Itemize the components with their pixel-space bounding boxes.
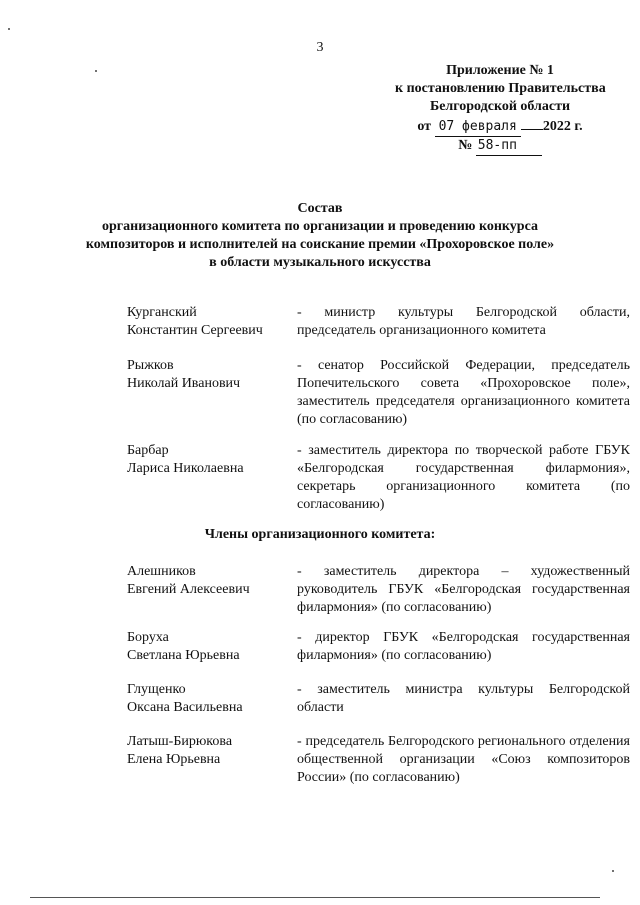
title-heading: Состав (297, 201, 343, 216)
member-role: - сенатор Российской Федерации, председатель Попечительского совета «Прохоровское поле», заместитель председателя организационного комитета (по согласованию) (297, 358, 630, 427)
members-heading: Члены организационного комитета: (204, 527, 436, 542)
member-given-names: Евгений Алексеевич (127, 582, 250, 597)
member-surname: Алешников (127, 564, 196, 579)
member-surname: Боруха (127, 630, 169, 645)
member-role: - заместитель директора по творческой работе ГБУК «Белгородская государственная филармония», секретарь организационного комитета (по согласованию) (297, 443, 630, 512)
member-name (127, 563, 287, 599)
member-name (127, 629, 287, 665)
member-surname: Рыжков (127, 358, 174, 373)
appendix-decree: к постановлению Правительства (395, 81, 606, 96)
date-suffix: 2022 г. (542, 119, 583, 134)
member-name (127, 442, 287, 478)
number-prefix: № (458, 138, 473, 153)
page-number: 3 (316, 40, 324, 55)
member-given-names: Николай Иванович (127, 376, 241, 391)
number-handwritten: 58-пп (476, 137, 542, 156)
appendix-title: Приложение № 1 (446, 63, 554, 78)
member-surname: Барбар (127, 443, 169, 458)
scan-speck (612, 870, 614, 872)
scan-speck (95, 70, 97, 72)
member-given-names: Елена Юрьевна (127, 752, 221, 767)
title-line-3: в области музыкального искусства (209, 255, 431, 270)
member-given-names: Константин Сергеевич (127, 323, 263, 338)
member-surname: Глущенко (127, 682, 186, 697)
date-underline (521, 116, 543, 130)
member-surname: Латыш-Бирюкова (127, 734, 233, 749)
appendix-region: Белгородской области (429, 99, 571, 114)
member-given-names: Оксана Васильевна (127, 700, 243, 715)
member-name (127, 357, 287, 393)
title-line-1: организационного комитета по организации и проведению конкурса (102, 219, 538, 234)
document-title (0, 200, 640, 272)
member-role: - заместитель министра культуры Белгородской области (297, 682, 630, 715)
date-handwritten: 07 февраля (435, 118, 521, 137)
member-given-names: Светлана Юрьевна (127, 648, 240, 663)
scan-speck (8, 28, 10, 30)
date-prefix: от (417, 119, 432, 134)
member-name (127, 733, 287, 769)
member-surname: Курганский (127, 305, 197, 320)
member-role: - председатель Белгородского регионального отделения общественной организации «Союз композиторов России» (по согласованию) (297, 734, 630, 785)
scan-edge-line (30, 897, 600, 898)
member-name (127, 304, 287, 340)
appendix-date-line (395, 116, 605, 137)
appendix-number-line (395, 137, 605, 156)
member-given-names: Лариса Николаевна (127, 461, 244, 476)
member-role: - заместитель директора – художественный руководитель ГБУК «Белгородская государственная филармония» (по согласованию) (297, 564, 630, 615)
appendix-block (395, 62, 605, 156)
title-line-2: композиторов и исполнителей на соискание премии «Прохоровское поле» (85, 237, 555, 252)
member-role: - министр культуры Белгородской области, председатель организационного комитета (297, 305, 630, 338)
member-name (127, 681, 287, 717)
member-role: - директор ГБУК «Белгородская государственная филармония» (по согласованию) (297, 630, 630, 663)
